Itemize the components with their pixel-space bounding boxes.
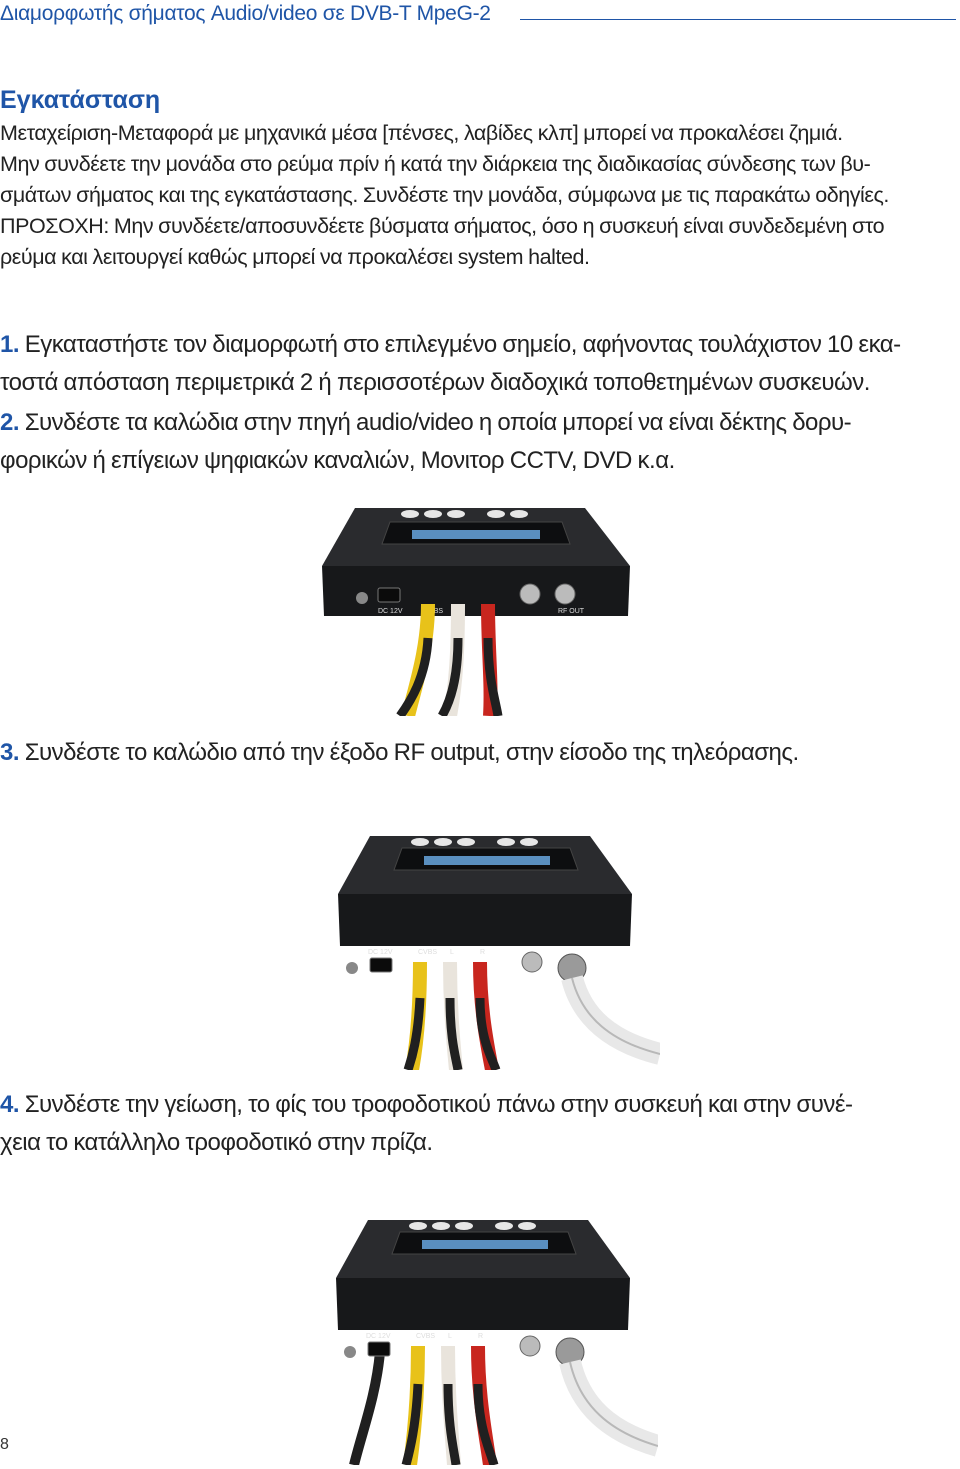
page-header	[0, 2, 960, 32]
step-3	[0, 734, 960, 772]
step-1	[0, 326, 960, 402]
step-number: 4.	[0, 1091, 20, 1118]
step-line	[0, 404, 960, 442]
step-text: Εγκαταστήστε τον διαμορφωτή στο επιλεγμένο σημείο, αφήνοντας τουλάχιστον 10 εκα-	[24, 331, 901, 358]
step-line: χεια το κατάλληλο τροφοδοτικό στην πρίζα.	[0, 1129, 433, 1156]
step-line: τοστά απόσταση περιμετρικά 2 ή περισσοτέρων διαδοχικά τοποθετημένων συσκευών.	[0, 369, 870, 396]
panel-label-dc: DC 12V	[368, 949, 393, 956]
step-line	[0, 326, 960, 364]
panel-label-dc: DC 12V	[378, 608, 403, 615]
header-divider	[520, 19, 956, 20]
panel-label-cvbs: CVBS	[418, 949, 438, 956]
intro-line: Μεταχείριση-Μεταφορά με μηχανικά μέσα [πένσες, λαβίδες κλπ] μπορεί να προκαλέσει ζημιά.	[0, 121, 843, 145]
step-number: 3.	[0, 739, 20, 766]
panel-label-cvbs: CVBS	[424, 608, 444, 615]
intro-line: Μην συνδέετε την μονάδα στο ρεύμα πρίν ή κατά την διάρκεια της διαδικασίας σύνδεσης των βυ-	[0, 152, 871, 176]
panel-label-r: R	[478, 1333, 484, 1340]
step-line	[0, 734, 960, 772]
device-photo-rf-output	[320, 822, 660, 1070]
step-text: Συνδέστε την γείωση, το φίς του τροφοδοτικού πάνω στην συσκευή και στην συνέ-	[24, 1091, 853, 1118]
panel-label-dc: DC 12V	[366, 1333, 391, 1340]
step-4	[0, 1086, 960, 1162]
intro-line: ρεύμα και λειτουργεί καθώς μπορεί να προκαλέσει system halted.	[0, 245, 590, 269]
panel-label-cvbs: CVBS	[416, 1333, 436, 1340]
panel-label-l: L	[450, 949, 454, 956]
section-title: Εγκατάσταση	[0, 86, 161, 114]
step-2	[0, 404, 960, 480]
intro-line: ΠΡΟΣΟΧΗ: Μην συνδέετε/αποσυνδέετε βύσματα σήματος, όσο η συσκευή είναι συνδεδεμένη στο	[0, 214, 885, 238]
step-line: φορικών ή επίγειων ψηφιακών καναλιών, Μονιτορ CCTV, DVD κ.α.	[0, 447, 675, 474]
intro-line: σμάτων σήματος και της εγκατάστασης. Συνδέστε την μονάδα, σύμφωνα με τις παρακάτω οδηγίες.	[0, 183, 889, 207]
panel-label-r: R	[480, 949, 486, 956]
panel-label-l: L	[456, 608, 460, 615]
device-photo-power-ground	[318, 1206, 658, 1465]
step-text: Συνδέστε τα καλώδια στην πηγή audio/video η οποία μπορεί να είναι δέκτης δορυ-	[24, 409, 852, 436]
step-text: Συνδέστε το καλώδιο από την έξοδο RF output, στην είσοδο της τηλεόρασης.	[24, 739, 799, 766]
device-photo-av-cables	[300, 488, 640, 716]
page-number: 8	[0, 1436, 9, 1453]
panel-label-rf-out: RF OUT	[558, 608, 585, 615]
step-number: 1.	[0, 331, 20, 358]
header-title: Διαμορφωτής σήματος Audio/video σε DVB-T MpeG-2	[0, 2, 491, 25]
panel-label-l: L	[448, 1333, 452, 1340]
panel-label-r: R	[486, 608, 492, 615]
step-number: 2.	[0, 409, 20, 436]
intro-paragraph	[0, 118, 960, 273]
step-line	[0, 1086, 960, 1124]
